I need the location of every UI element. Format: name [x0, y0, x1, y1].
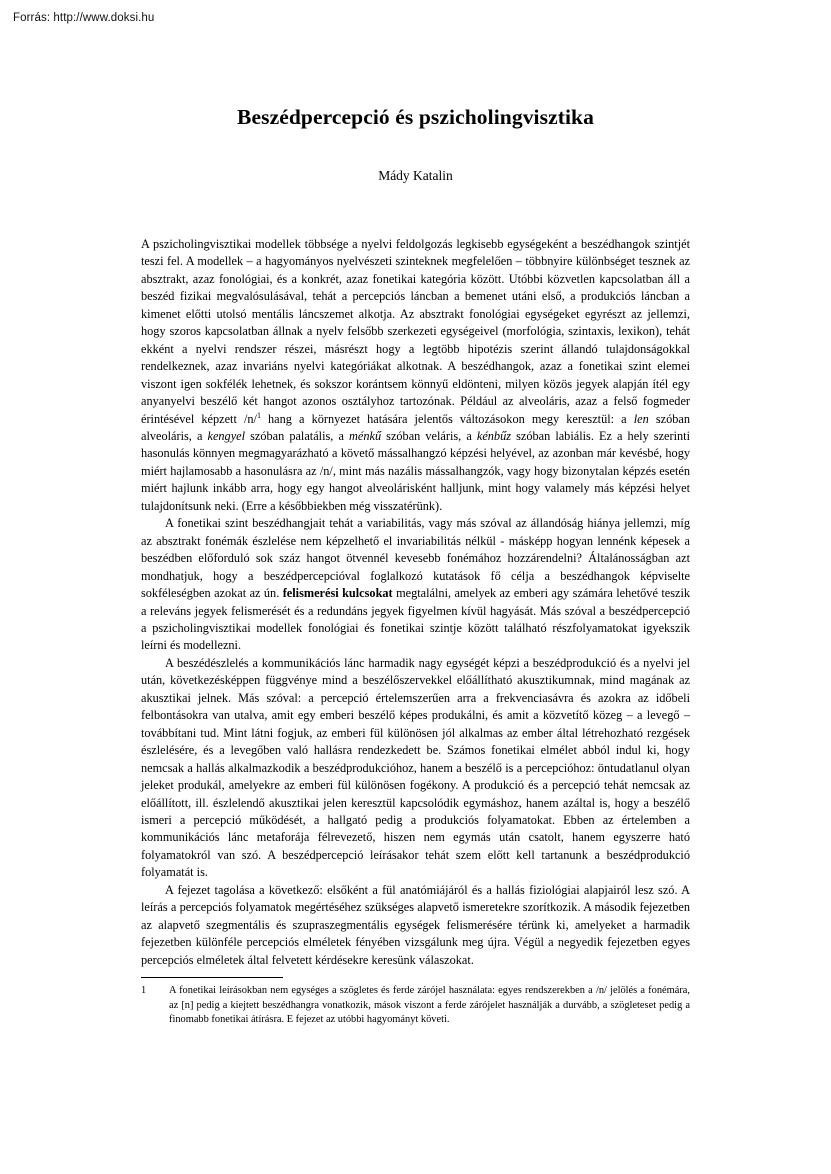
paragraph-2-part-a: A fonetikai szint beszédhangjait tehát a variabilitás, vagy más szóval az állandóság hiánya jellemzi, míg az absztrakt fonémák észlelése nem képzelhető el invariabilitás nélkül - másképp hogyan lennénk képesek a beszédben előforduló sok száz hangot ötvennél kevesebb fonémához hozzárendelni? Általánosságban azt mondhatjuk, hogy a beszédpercepcióval foglalkozó kutatások fő célja a beszédhangok képviselte sokféleségben azokat az ún. [141, 516, 690, 601]
italic-term-kengyel: kengyel [207, 428, 246, 443]
paragraph-1-part-c: szóban alveoláris, a [141, 411, 690, 443]
paragraph-1-part-b: hang a környezet hatására jelentős változásokon megy keresztül: a [260, 411, 634, 426]
page-title: Beszédpercepció és pszicholingvisztika [237, 105, 594, 129]
paragraph-1-part-a: A pszicholingvisztikai modellek többsége a nyelvi feldolgozás legkisebb egységeként a beszédhangok szintjét teszi fel. A modellek – a hagyományos nyelvészeti szinteknek megfelelően – többnyire különbséget tesznek az absztrakt, azaz fonológiai, és a konkrét, azaz fonetikai kategória között. Utóbbi közvetlen kapcsolatban áll a beszéd fizikai megvalósulásával, tehát a percepciós láncban a bemenet utáni első, a produkciós láncban a kimenet előtti utolsó mentális láncszemet alkotja. Az absztrakt fonológiai egységeket egyrészt az jellemzi, hogy szoros kapcsolatban állnak a nyelv felsőbb szerkezeti egységeivel (morfológia, szintaxis, lexikon), tehát ekként a nyelvi rendszer részei, másrészt hogy a legtöbb hipotézis szerint állandó tulajdonságokkal rendelkeznek, azaz invariáns nyelvi kategóriákat alkotnak. A beszédhangok, azaz a fonetikai szint elemei viszont igen sokfélék lehetnek, és sokszor korántsem könnyű eldönteni, milyen közös jegyek alapján ítél egy anyanyelvi beszélő két hangot azonos osztályhoz tartozónak. Például az alveoláris, azaz a felső fogmeder érintésével képzett /n/ [141, 237, 690, 426]
footnote-reference-1[interactable]: 1 [256, 410, 261, 420]
italic-term-kenbuz: kénbűz [476, 428, 512, 443]
bold-term-felismeresi-kulcsokat: felismerési kulcsokat [282, 586, 393, 601]
footnote-text: A fonetikai leírásokban nem egységes a szögletes és ferde zárójel használata: egyes rendszerekben a /n/ jelölés a fonémára, az [n] pedig a kiejtett beszédhangra vonatkozik, mások viszont a ferde zárójelet használják a durvább, a szögleteset pedig a finomabb fonetikai átírásra. E fejezet az utóbbi hagyományt követi. [169, 985, 690, 1026]
paragraph-1-part-d: szóban palatális, a [245, 428, 349, 443]
author-name: Mády Katalin [378, 168, 453, 183]
italic-term-len: len [633, 411, 649, 426]
source-url-header: Forrás: http://www.doksi.hu [13, 12, 155, 24]
footnote-item [141, 984, 690, 1028]
footnote-number: 1 [141, 985, 147, 996]
paragraph-1-part-e: szóban veláris, a [381, 428, 477, 443]
paragraph-4: A fejezet tagolása a következő: elsőként a fül anatómiájáról és a hallás fiziológiai alapjairól lesz szó. A leírás a percepciós folyamatok megértéséhez szükséges alapvető ismeretekre szorítkozik. A második fejezetben az alapvető szegmentális és szupraszegmentális egységek felismerésére térünk ki, amelyeket a harmadik fejezetben különféle percepciós elméletek fényében vizsgálunk meg újra. Végül a negyedik fejezetben egyes percepciós elméletek által felvetett kérdésekre keresünk válaszokat. [141, 882, 690, 967]
paragraph-2-part-b: megtalálni, amelyek az emberi agy számára lehetővé teszik a releváns jegyek felismerését és a redundáns jegyek figyelmen kívül hagyását. Más szóval a beszédpercepció a pszicholingvisztikai modellek fonológiai és fonetikai szintje között található részfolyamatokat igyekszik leírni és modellezni. [141, 586, 691, 653]
paragraph-1 [141, 236, 690, 515]
document-content [141, 104, 690, 969]
italic-term-menku: ménkű [349, 428, 382, 443]
paragraph-2 [141, 515, 690, 655]
body-text [141, 236, 690, 969]
footnote-separator-rule [141, 977, 283, 978]
paragraph-1-part-f: szóban labiális. Ez a hely szerinti hasonulás könnyen megmagyarázható a követő mássalhangzó képzési helyével, az azonban már kevésbé, hogy miért hajlamosabb a hasonulásra az /n/, mint más nazális mássalhangzók, vagy hogy bizonytalan képzés esetén miért hajlunk inkább arra, hogy egy hangot alveolárisként halljunk, mint hogy valamely más képzési helyet tulajdonítsunk neki. (Erre a későbbiekben még visszatérünk). [141, 428, 690, 513]
footnote-area [141, 977, 690, 1028]
paragraph-3: A beszédészlelés a kommunikációs lánc harmadik nagy egységét képzi a beszédprodukció és a nyelvi jel után, következésképpen függvénye mind a beszélőszervekkel előállítható akusztikumnak, mind magának az akusztikai jelnek. Más szóval: a percepció értelemszerűen arra a frekvenciasávra és azokra az időbeli felbontásokra van utalva, amit egy emberi beszélő képes produkálni, és amit a közvetítő közeg – a levegő – továbbítani tud. Mint látni fogjuk, az emberi fül különösen jól alkalmas az ember által létrehozható rezgések észlelésére, és a levegőben való hallásra rendezkedett be. Számos fonetikai elmélet abból indul ki, hogy nemcsak a hallás alkalmazkodik a beszédprodukcióhoz, hanem a beszélő is a percepcióhoz: öntudatlanul olyan jeleket produkál, amelyekre az emberi fül különösen fogékony. A produkció és a percepció tehát nemcsak az előállított, ill. észlelendő akusztikai jelen keresztül kapcsolódik egymáshoz, hanem azáltal is, hogy a beszélő ismeri a percepció működését, a hallgató pedig a produkciós folyamatokat. Ebben az értelemben a kommunikációs lánc metaforája félrevezető, hiszen nem egymás után csatolt, hanem egyszerre ható folyamatokról van szó. A beszédpercepció leírásakor tehát szem előtt kell tartanunk a beszédprodukció folyamatát is. [141, 655, 690, 880]
